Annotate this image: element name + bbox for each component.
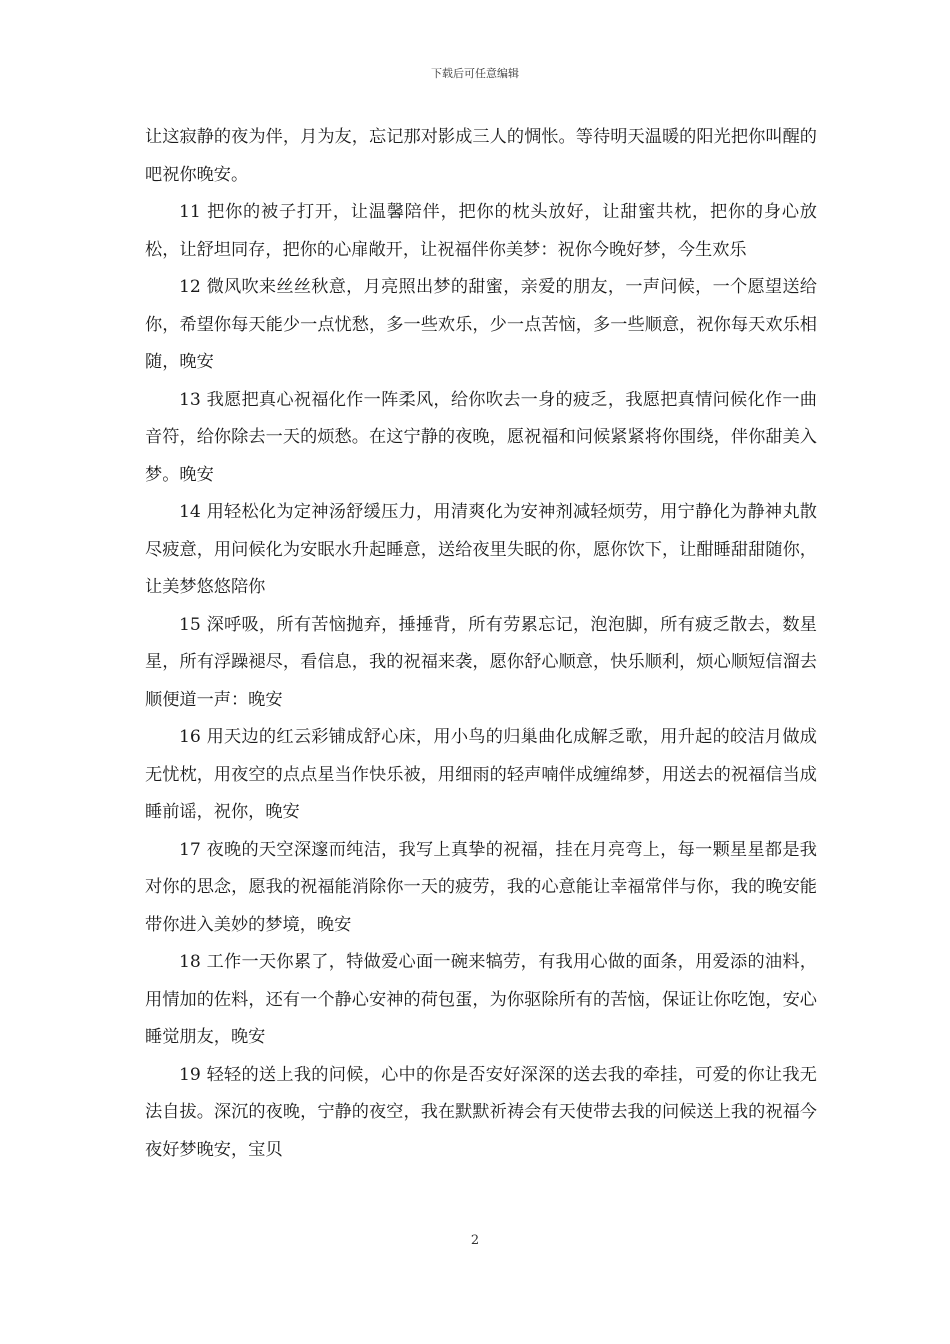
paragraph: 19 轻轻的送上我的问候，心中的你是否安好深深的送去我的牵挂，可爱的你让我无法自拔。深沉的夜晚，宁静的夜空，我在默默祈祷会有天使带去我的问候送上我的祝福今夜好梦晚安，宝贝 [145,1064,817,1160]
paragraph: 18 工作一天你累了，特做爱心面一碗来犒劳，有我用心做的面条，用爱添的油料，用情加的佐料，还有一个静心安神的荷包蛋，为你驱除所有的苦恼，保证让你吃饱，安心睡觉朋友，晚安 [145,952,817,1047]
paragraph: 让这寂静的夜为伴，月为友，忘记那对影成三人的惆怅。等待明天温暖的阳光把你叫醒的吧祝你晚安。 [145,127,817,185]
paragraph: 11 把你的被子打开，让温馨陪伴，把你的枕头放好，让甜蜜共枕，把你的身心放松，让舒坦同存，把你的心扉敞开，让祝福伴你美梦：祝你今晚好梦，今生欢乐 [145,202,817,260]
paragraph: 17 夜晚的天空深邃而纯洁，我写上真挚的祝福，挂在月亮弯上，每一颗星星都是我对你的思念，愿我的祝福能消除你一天的疲劳，我的心意能让幸福常伴与你，我的晚安能带你进入美妙的梦境，晚安 [145,839,817,935]
document-body [145,119,817,1169]
paragraph: 16 用天边的红云彩铺成舒心床，用小鸟的归巢曲化成解乏歌，用升起的皎洁月做成无忧枕，用夜空的点点星当作快乐被，用细雨的轻声喃伴成缠绵梦，用送去的祝福信当成睡前谣，祝你，晚安 [145,727,817,822]
paragraph: 14 用轻松化为定神汤舒缓压力，用清爽化为安神剂减轻烦劳，用宁静化为静神丸散尽疲意，用问候化为安眠水升起睡意，送给夜里失眠的你，愿你饮下，让酣睡甜甜随你，让美梦悠悠陪你 [145,502,817,597]
paragraph: 15 深呼吸，所有苦恼抛弃，捶捶背，所有劳累忘记，泡泡脚，所有疲乏散去，数星星，所有浮躁褪尽，看信息，我的祝福来袭，愿你舒心顺意，快乐顺利，烦心顺短信溜去顺便道一声：晚安 [145,614,817,710]
page-number: 2 [470,1233,480,1248]
page-header: 下载后可任意编辑 [431,67,519,80]
paragraph: 12 微风吹来丝丝秋意，月亮照出梦的甜蜜，亲爱的朋友，一声问候，一个愿望送给你，希望你每天能少一点忧愁，多一些欢乐，少一点苦恼，多一些顺意，祝你每天欢乐相随，晚安 [145,277,817,372]
paragraph: 13 我愿把真心祝福化作一阵柔风，给你吹去一身的疲乏，我愿把真情问候化作一曲音符，给你除去一天的烦愁。在这宁静的夜晚，愿祝福和问候紧紧将你围绕，伴你甜美入梦。晚安 [145,389,817,485]
